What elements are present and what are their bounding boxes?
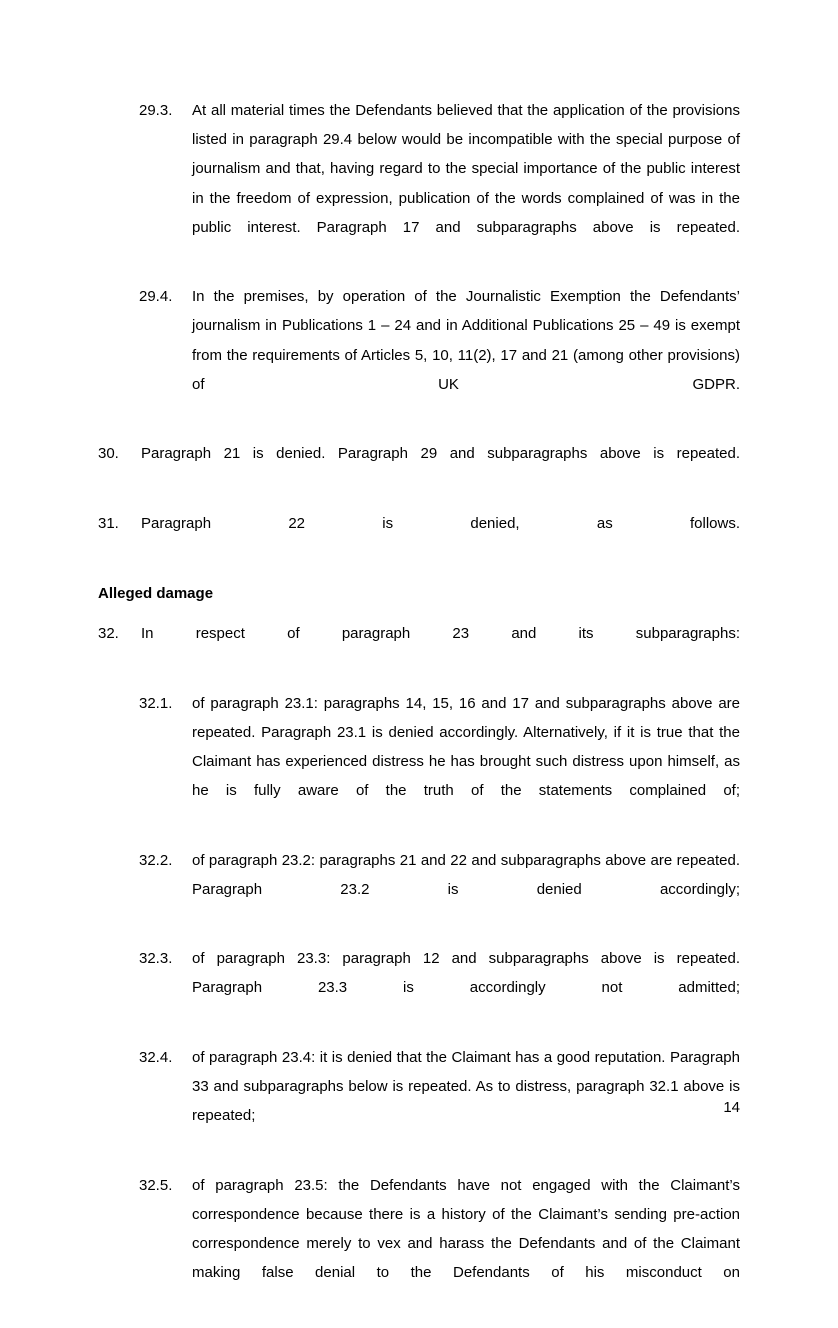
paragraph-number: 29.3.	[139, 102, 173, 119]
paragraph-text: In respect of paragraph 23 and its subparagraphs:	[141, 625, 740, 643]
numbered-paragraph	[98, 439, 740, 497]
paragraph-text: At all material times the Defendants believed that the application of the provisions listed in paragraph 29.4 below would be incompatible with the special purpose of journalism and that, having regard to the special importance of the public interest in the freedom of expression, publication of the words complained of was in the public interest. Paragraph 17 and subparagraphs above is repeated.	[192, 102, 740, 236]
paragraph-number: 32.3.	[139, 950, 173, 968]
paragraph-number: 30.	[98, 445, 119, 463]
paragraph-text: of paragraph 23.4: it is denied that the Claimant has a good reputation. Paragraph 33 and subparagraphs below is repeated. As to distress, paragraph 32.1 above is repeated;	[192, 1048, 740, 1125]
page-number: 14	[723, 1099, 740, 1116]
paragraph-number: 32.	[98, 625, 119, 643]
paragraph-number: 32.5.	[139, 1176, 173, 1194]
numbered-paragraph	[98, 1043, 740, 1160]
paragraph-text: of paragraph 23.2: paragraphs 21 and 22 and subparagraphs above are repeated. Paragraph 23.2 is denied accordingly;	[192, 851, 740, 898]
numbered-paragraph	[98, 846, 740, 934]
paragraph-number: 31.	[98, 514, 119, 532]
numbered-paragraph	[98, 509, 740, 567]
numbered-paragraph	[98, 944, 740, 1032]
numbered-paragraph	[98, 689, 740, 835]
numbered-paragraph	[98, 1171, 740, 1317]
numbered-paragraph	[98, 282, 740, 428]
paragraph-text: Paragraph 22 is denied, as follows.	[141, 514, 740, 532]
paragraph-number: 32.2.	[139, 851, 173, 869]
paragraph-number: 32.1.	[139, 694, 173, 712]
paragraph-text: Paragraph 21 is denied. Paragraph 29 and subparagraphs above is repeated.	[141, 445, 740, 463]
section-heading: Alleged damage	[98, 585, 214, 603]
paragraph-text: of paragraph 23.3: paragraph 12 and subparagraphs above is repeated. Paragraph 23.3 is accordingly not admitted;	[192, 950, 740, 997]
document-body	[98, 96, 740, 1328]
paragraph-text: of paragraph 23.1: paragraphs 14, 15, 16 and 17 and subparagraphs above are repeated. Paragraph 23.1 is denied accordingly. Alternatively, if it is true that the Claimant has experienced distress he has brought such distress upon himself, as he is fully aware of the truth of the statements complained of;	[192, 694, 740, 800]
numbered-paragraph	[98, 96, 740, 271]
paragraph-text: of paragraph 23.5: the Defendants have not engaged with the Claimant’s correspondence because there is a history of the Claimant’s sending pre-action correspondence merely to vex and harass the Defendants and of the Claimant making false denial to the Defendants of his misconduct on	[192, 1176, 740, 1282]
numbered-paragraph	[98, 619, 740, 677]
paragraph-number: 32.4.	[139, 1048, 173, 1066]
paragraph-text: In the premises, by operation of the Journalistic Exemption the Defendants’ journalism in Publications 1 – 24 and in Additional Publications 25 – 49 is exempt from the requirements of Articles 5, 10, 11(2), 17 and 21 (among other provisions) of UK GDPR.	[192, 288, 740, 393]
paragraph-number: 29.4.	[139, 288, 173, 306]
